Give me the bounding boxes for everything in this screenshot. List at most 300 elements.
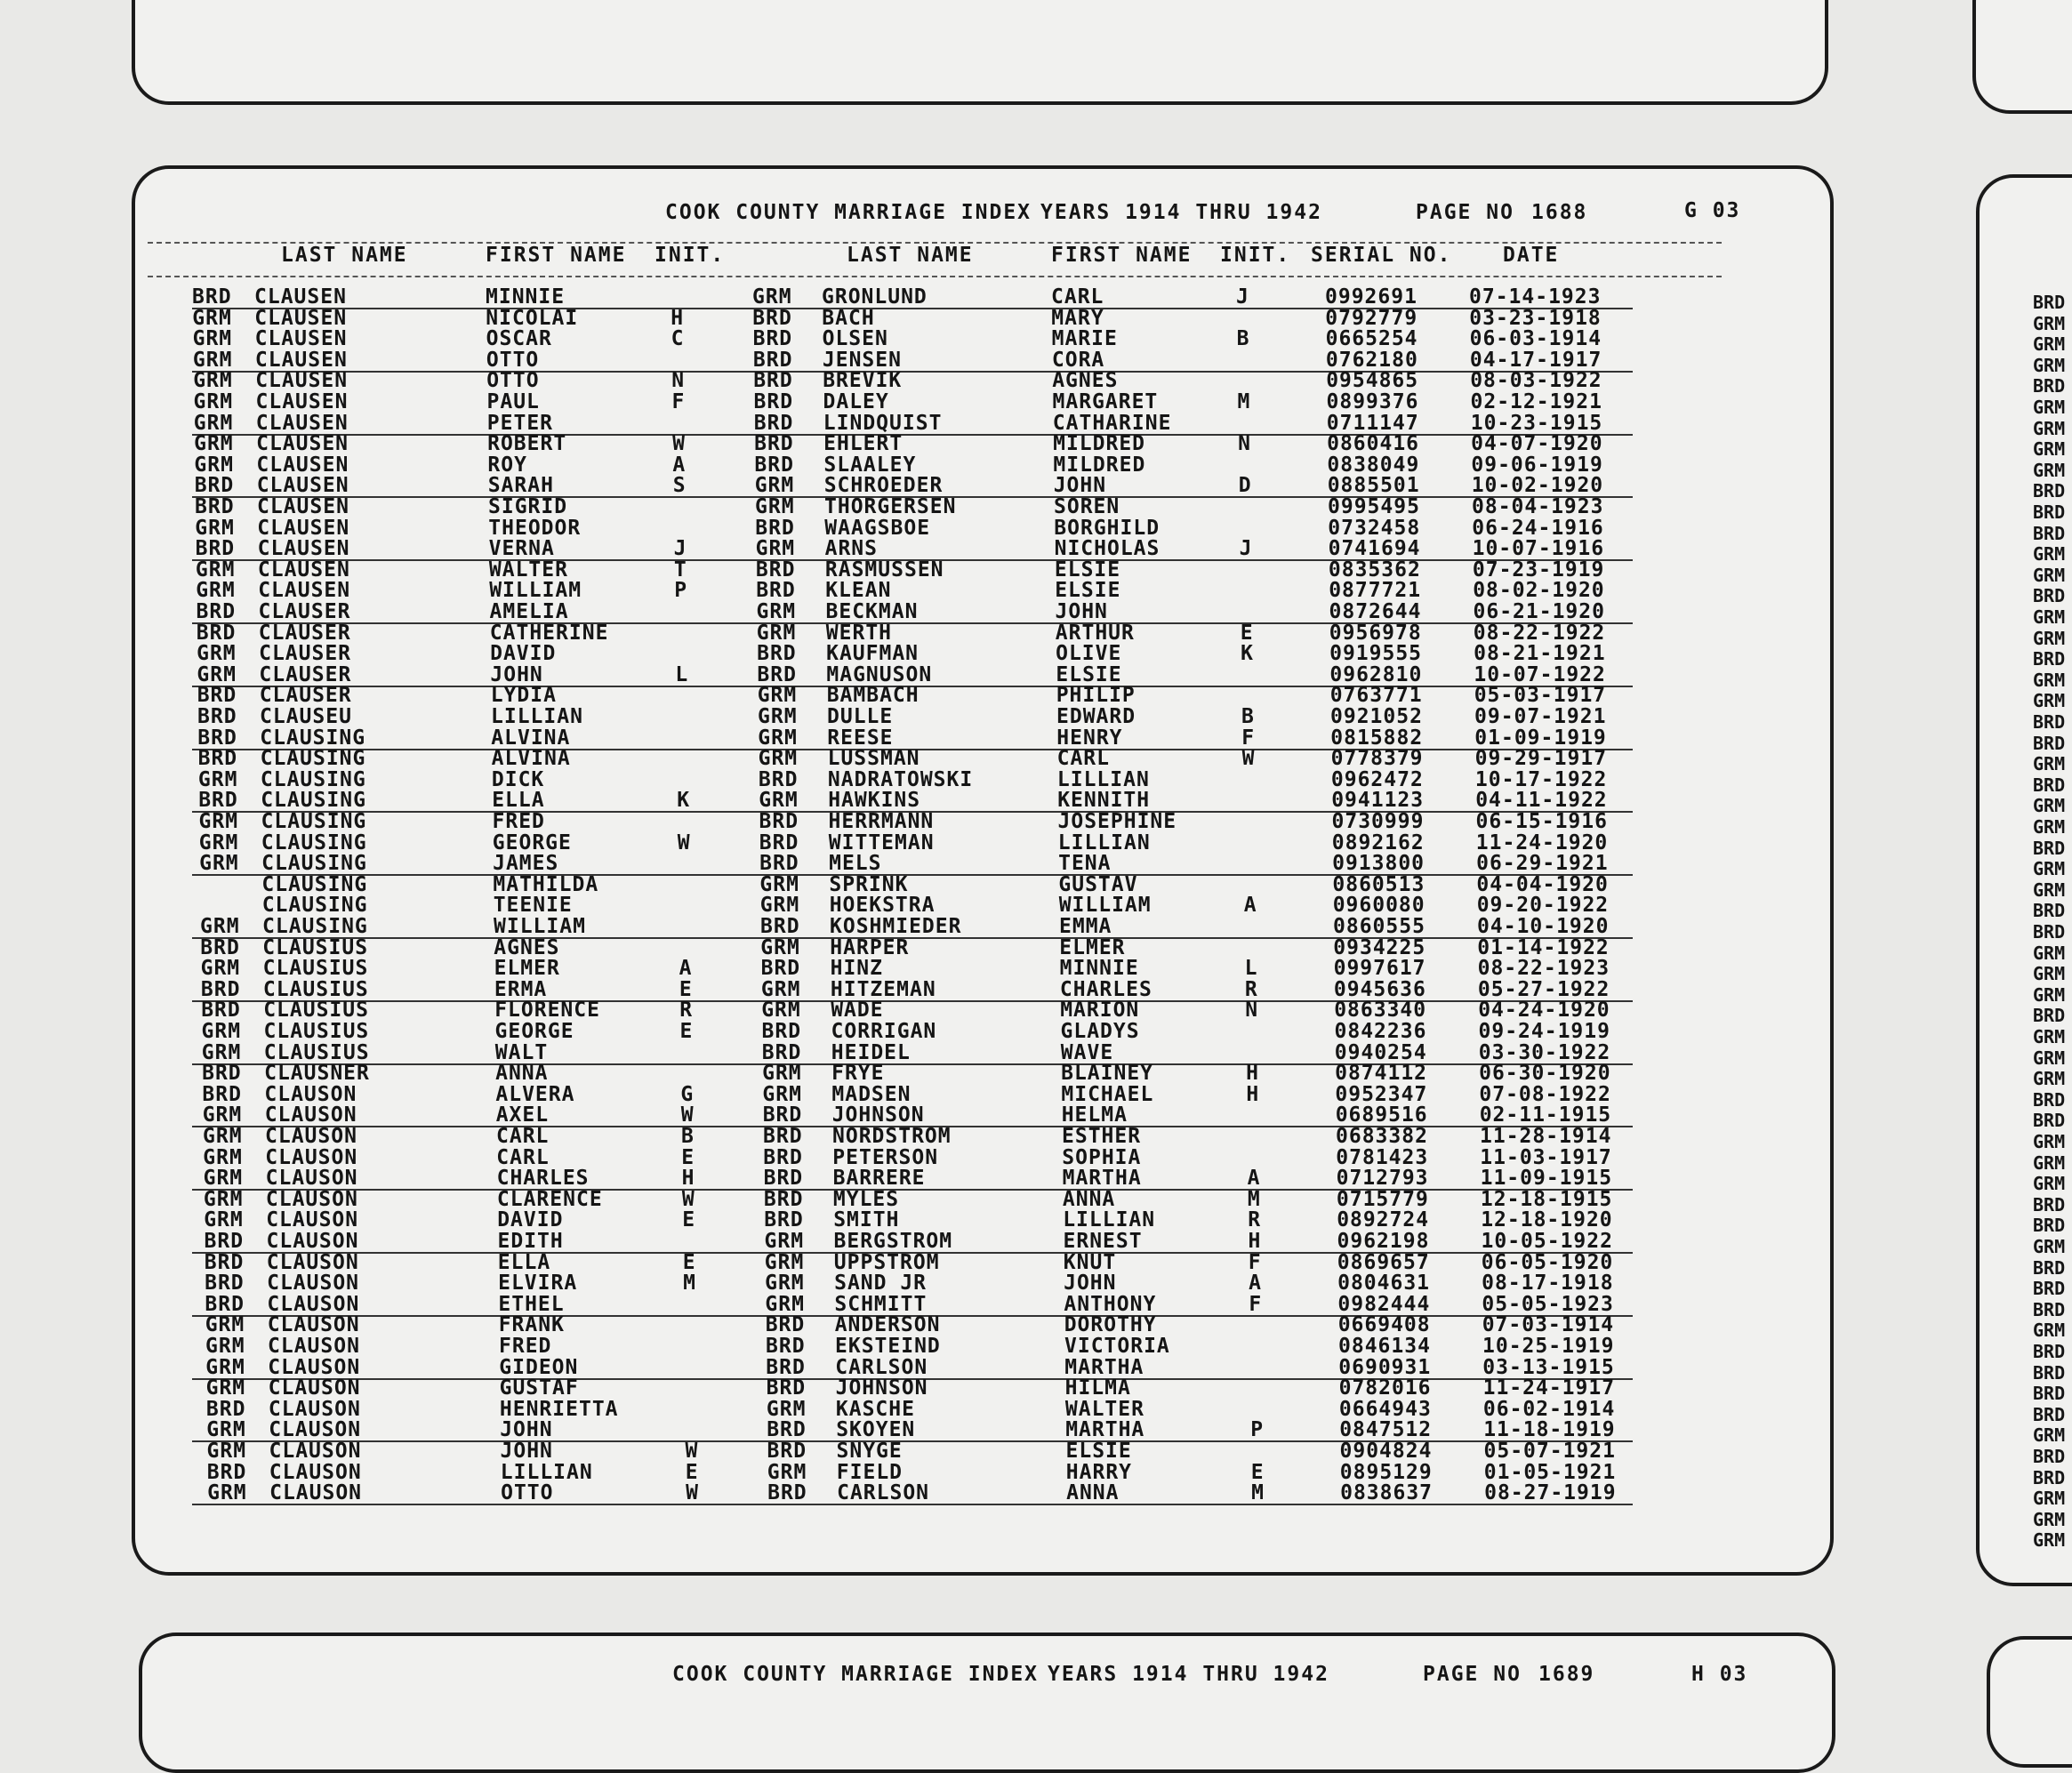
last-name: CLAUSEN <box>254 348 348 372</box>
spouse-role-code: BRD <box>753 390 794 413</box>
initial: A <box>672 453 687 477</box>
last-name: CLAUSON <box>268 1376 361 1400</box>
spouse-last-name: SNYGE <box>836 1440 903 1463</box>
spouse-last-name: KOSHMIEDER <box>830 915 962 938</box>
spouse-initial: L <box>1244 957 1258 981</box>
serial-no: 0921052 <box>1330 705 1423 728</box>
role-code: GRM <box>200 915 240 938</box>
date: 04-24-1920 <box>1478 999 1610 1023</box>
last-name: CLAUSIUS <box>262 935 369 959</box>
first-name: WALTER <box>488 558 568 582</box>
date: 05-05-1923 <box>1482 1292 1614 1316</box>
spouse-last-name: DULLE <box>827 705 894 728</box>
serial-no: 0874112 <box>1335 1062 1428 1086</box>
initial: E <box>679 1020 694 1043</box>
serial-no: 0711147 <box>1326 411 1419 435</box>
col-serial-no: SERIAL NO. <box>1311 244 1452 267</box>
adjacent-role-code: BRD <box>2033 774 2066 796</box>
serial-no: 0892724 <box>1337 1208 1430 1232</box>
date: 09-07-1921 <box>1474 705 1607 728</box>
date: 11-24-1920 <box>1475 830 1609 854</box>
serial-no: 0945636 <box>1333 977 1426 1001</box>
date: 09-20-1922 <box>1476 894 1610 918</box>
serial-no: 0863340 <box>1334 999 1427 1023</box>
last-name: CLAUSEN <box>256 474 349 498</box>
spouse-role-code: BRD <box>759 830 799 854</box>
adjacent-role-code: BRD <box>2033 501 2066 523</box>
table-row <box>135 1314 1830 1336</box>
serial-no: 0992691 <box>1325 285 1417 309</box>
spouse-first-name: ANNA <box>1066 1481 1120 1505</box>
date: 04-04-1920 <box>1476 872 1609 896</box>
spouse-role-code: GRM <box>759 872 799 896</box>
table-row <box>135 1231 1830 1252</box>
last-name: CLAUSEN <box>255 390 349 413</box>
first-name: ELMER <box>494 957 560 981</box>
adjacent-page-card-top <box>1972 0 2072 114</box>
role-code: BRD <box>200 935 240 959</box>
role-code: GRM <box>198 810 239 833</box>
spouse-role-code: GRM <box>761 999 801 1023</box>
date: 11-18-1919 <box>1483 1418 1616 1442</box>
spouse-last-name: HARPER <box>830 935 910 959</box>
spouse-first-name: BORGHILD <box>1054 516 1160 540</box>
serial-no: 0683382 <box>1336 1125 1428 1148</box>
spouse-last-name: BERGSTROM <box>833 1230 953 1253</box>
first-name: VERNA <box>488 537 555 561</box>
adjacent-role-code: GRM <box>2033 690 2066 712</box>
table-row <box>135 601 1830 622</box>
serial-no: 0846134 <box>1338 1335 1431 1358</box>
role-code: BRD <box>204 1230 245 1253</box>
role-code: BRD <box>202 1082 242 1106</box>
adjacent-role-code: GRM <box>2033 1529 2066 1552</box>
spouse-last-name: EKSTEIND <box>835 1335 941 1358</box>
table-row <box>135 832 1830 854</box>
date: 03-30-1922 <box>1478 1040 1611 1064</box>
spouse-first-name: ANTHONY <box>1064 1292 1157 1316</box>
date: 06-29-1921 <box>1476 852 1609 876</box>
last-name: CLAUSON <box>268 1335 360 1358</box>
initial: J <box>673 537 687 561</box>
serial-no: 0885501 <box>1327 474 1420 498</box>
spouse-first-name: ELSIE <box>1056 662 1122 686</box>
spouse-initial: B <box>1236 327 1250 351</box>
spouse-last-name: KLEAN <box>825 579 892 603</box>
spouse-first-name: OLIVE <box>1056 642 1122 666</box>
spouse-role-code: BRD <box>763 1145 803 1169</box>
next-page-years: YEARS 1914 THRU 1942 <box>1048 1663 1329 1686</box>
spouse-first-name: MARIE <box>1051 327 1118 351</box>
spouse-role-code: GRM <box>766 1397 807 1421</box>
spouse-first-name: MARTHA <box>1062 1167 1142 1191</box>
serial-no: 0962810 <box>1329 662 1423 686</box>
spouse-role-code: BRD <box>766 1376 807 1400</box>
spouse-role-code: BRD <box>759 810 799 833</box>
date: 09-29-1917 <box>1474 747 1608 771</box>
spouse-first-name: PHILIP <box>1056 684 1136 708</box>
date: 05-27-1922 <box>1477 977 1610 1001</box>
spouse-last-name: MYLES <box>832 1187 900 1211</box>
date: 12-18-1915 <box>1480 1187 1613 1211</box>
serial-no: 0815882 <box>1330 726 1424 750</box>
last-name: CLAUSON <box>266 1230 359 1253</box>
spouse-first-name: CARL <box>1056 747 1110 771</box>
table-row <box>135 958 1830 979</box>
spouse-first-name: BLAINEY <box>1061 1062 1154 1086</box>
spouse-first-name: CARL <box>1051 285 1104 309</box>
spouse-first-name: ARTHUR <box>1055 621 1135 645</box>
spouse-role-code: BRD <box>752 348 793 372</box>
role-code: BRD <box>205 1272 245 1296</box>
first-name: AMELIA <box>489 600 569 623</box>
serial-no: 0715779 <box>1336 1187 1429 1211</box>
adjacent-role-code: BRD <box>2033 1110 2066 1132</box>
spouse-role-code: GRM <box>752 285 792 309</box>
spouse-role-code: BRD <box>753 369 793 393</box>
serial-no: 0934225 <box>1333 935 1426 959</box>
last-name: CLAUSON <box>269 1418 362 1442</box>
spouse-initial: R <box>1244 977 1258 1001</box>
spouse-first-name: JOHN <box>1055 600 1108 623</box>
role-code: GRM <box>193 411 234 435</box>
adjacent-role-code: GRM <box>2033 753 2066 775</box>
spouse-last-name: MELS <box>829 852 882 876</box>
role-code: GRM <box>198 830 239 854</box>
last-name: CLAUSING <box>261 872 368 896</box>
table-row <box>135 308 1830 329</box>
table-row <box>135 811 1830 832</box>
table-row <box>135 1147 1830 1168</box>
spouse-last-name: HERRMANN <box>828 810 935 833</box>
table-row <box>135 1021 1830 1042</box>
header-rule-bottom <box>148 276 1722 277</box>
initial: G <box>680 1082 695 1106</box>
table-row <box>135 895 1830 916</box>
serial-no: 0895129 <box>1339 1460 1433 1484</box>
first-name: ETHEL <box>498 1292 565 1316</box>
table-row <box>135 727 1830 749</box>
spouse-first-name: GUSTAV <box>1058 872 1138 896</box>
spouse-last-name: FRYE <box>831 1062 885 1086</box>
last-name: CLAUSON <box>265 1125 357 1148</box>
role-code: BRD <box>202 1062 242 1086</box>
table-row <box>135 1126 1830 1147</box>
spouse-last-name: PETERSON <box>832 1145 939 1169</box>
index-page-card <box>132 165 1834 1576</box>
spouse-last-name: RASMUSSEN <box>824 558 944 582</box>
last-name: CLAUSEN <box>257 516 350 540</box>
table-row <box>135 664 1830 686</box>
serial-no: 0689516 <box>1335 1103 1428 1127</box>
adjacent-role-code: BRD <box>2033 921 2066 943</box>
table-row <box>135 1104 1830 1126</box>
role-code: GRM <box>205 1376 246 1400</box>
spouse-role-code: BRD <box>762 1103 803 1127</box>
date: 06-24-1916 <box>1472 516 1604 540</box>
table-row <box>135 643 1830 664</box>
table-row <box>135 853 1830 874</box>
adjacent-role-code: GRM <box>2033 1173 2066 1195</box>
role-code: BRD <box>195 495 235 518</box>
first-name: PETER <box>486 411 554 435</box>
serial-no: 0847512 <box>1339 1418 1433 1442</box>
role-code: GRM <box>199 852 239 876</box>
page-number: 1688 <box>1531 201 1588 224</box>
last-name: CLAUSING <box>260 767 366 791</box>
spouse-last-name: LINDQUIST <box>823 411 943 435</box>
date: 02-12-1921 <box>1470 390 1602 413</box>
spouse-last-name: SCHMITT <box>834 1292 928 1316</box>
adjacent-role-code: GRM <box>2033 1131 2066 1152</box>
role-code: GRM <box>200 957 241 981</box>
col-last-name: LAST NAME <box>281 244 408 267</box>
last-name: CLAUSON <box>264 1103 357 1127</box>
spouse-initial: N <box>1238 432 1251 456</box>
spouse-first-name: LILLIAN <box>1063 1208 1156 1232</box>
spouse-initial: M <box>1237 390 1251 413</box>
spouse-first-name: MICHAEL <box>1061 1082 1154 1106</box>
spouse-initial: N <box>1245 999 1259 1023</box>
adjacent-role-code: BRD <box>2033 1466 2066 1488</box>
spouse-first-name: MARY <box>1051 306 1104 330</box>
date: 06-21-1920 <box>1473 600 1605 623</box>
first-name: ERMA <box>494 977 548 1001</box>
first-name: FRED <box>499 1335 552 1358</box>
spouse-last-name: SKOYEN <box>836 1418 916 1442</box>
first-name: ALVERA <box>495 1082 575 1106</box>
role-code: BRD <box>194 474 235 498</box>
first-name: DAVID <box>490 642 557 666</box>
spouse-last-name: ARNS <box>824 537 878 561</box>
first-name: CHARLES <box>496 1167 590 1191</box>
spouse-last-name: HITZEMAN <box>830 977 936 1001</box>
spouse-initial: K <box>1241 642 1254 666</box>
adjacent-role-code: GRM <box>2033 669 2066 691</box>
spouse-first-name: MINNIE <box>1059 957 1139 981</box>
date: 04-17-1917 <box>1469 348 1602 372</box>
last-name: CLAUSEN <box>257 537 350 561</box>
spouse-role-code: GRM <box>760 977 801 1001</box>
serial-no: 0838049 <box>1327 453 1420 477</box>
date: 11-03-1917 <box>1480 1145 1612 1169</box>
initial: E <box>682 1250 696 1274</box>
adjacent-role-code: BRD <box>2033 732 2066 754</box>
spouse-role-code: BRD <box>766 1355 806 1379</box>
spouse-last-name: BECKMAN <box>825 600 919 623</box>
adjacent-role-code: BRD <box>2033 1088 2066 1111</box>
date: 03-23-1918 <box>1469 306 1602 330</box>
spouse-first-name: SOPHIA <box>1062 1145 1142 1169</box>
initial: R <box>679 999 694 1023</box>
table-row <box>135 370 1830 391</box>
spouse-last-name: WAAGSBOE <box>824 516 931 540</box>
spouse-first-name: JOSEPHINE <box>1057 810 1177 833</box>
role-code: BRD <box>198 789 238 813</box>
serial-no: 0741694 <box>1328 537 1421 561</box>
first-name: ALVINA <box>491 726 571 750</box>
initial: H <box>681 1167 695 1191</box>
first-name: PAUL <box>486 390 540 413</box>
spouse-role-code: GRM <box>754 474 795 498</box>
last-name: CLAUSING <box>261 852 367 876</box>
last-name: CLAUSIUS <box>263 1020 370 1043</box>
initial: N <box>671 369 686 393</box>
table-row <box>135 1084 1830 1105</box>
date: 08-02-1920 <box>1473 579 1605 603</box>
date: 04-11-1922 <box>1475 789 1608 813</box>
date: 08-17-1918 <box>1482 1272 1614 1296</box>
page-number-label: PAGE NO <box>1416 201 1514 224</box>
serial-no: 0804631 <box>1337 1272 1431 1296</box>
adjacent-role-code: BRD <box>2033 1005 2066 1027</box>
first-name: CARL <box>496 1145 550 1169</box>
previous-page-card <box>132 0 1828 105</box>
spouse-role-code: BRD <box>757 662 797 686</box>
spouse-last-name: EHLERT <box>823 432 903 456</box>
spouse-last-name: CORRIGAN <box>831 1020 937 1043</box>
initial: L <box>675 662 689 686</box>
table-row <box>135 328 1830 349</box>
role-code: BRD <box>205 1397 246 1421</box>
date: 06-02-1914 <box>1482 1397 1616 1421</box>
last-name: CLAUSON <box>265 1167 358 1191</box>
first-name: ELVIRA <box>498 1272 578 1296</box>
date: 11-28-1914 <box>1480 1125 1612 1148</box>
spouse-role-code: BRD <box>766 1335 806 1358</box>
next-page-card <box>139 1633 1835 1773</box>
table-row <box>135 286 1830 308</box>
date: 10-25-1919 <box>1482 1335 1615 1358</box>
adjacent-role-code: BRD <box>2033 480 2066 502</box>
spouse-role-code: BRD <box>754 453 794 477</box>
spouse-last-name: ANDERSON <box>834 1313 941 1337</box>
last-name: CLAUSON <box>266 1250 359 1274</box>
first-name: THEODOR <box>488 516 582 540</box>
role-code: GRM <box>207 1481 247 1505</box>
spouse-last-name: KAUFMAN <box>826 642 920 666</box>
adjacent-role-code: GRM <box>2033 858 2066 880</box>
date: 08-22-1922 <box>1473 621 1606 645</box>
date: 01-05-1921 <box>1483 1460 1617 1484</box>
table-row <box>135 1336 1830 1357</box>
last-name: CLAUSNER <box>264 1062 370 1086</box>
spouse-last-name: MADSEN <box>831 1082 912 1106</box>
table-row <box>135 517 1830 539</box>
role-code: BRD <box>196 600 237 623</box>
spouse-role-code: BRD <box>763 1167 804 1191</box>
spouse-first-name: HENRY <box>1056 726 1123 750</box>
date: 01-14-1922 <box>1477 935 1610 959</box>
spouse-role-code: GRM <box>758 747 799 771</box>
last-name: CLAUSEN <box>257 558 350 582</box>
first-name: FLORENCE <box>494 999 600 1023</box>
serial-no: 0919555 <box>1329 642 1423 666</box>
adjacent-role-code: GRM <box>2033 627 2066 649</box>
spouse-role-code: BRD <box>765 1313 806 1337</box>
adjacent-role-code: GRM <box>2033 1488 2066 1510</box>
table-row <box>135 706 1830 727</box>
table-row <box>135 916 1830 937</box>
last-name: CLAUSING <box>261 830 367 854</box>
adjacent-role-code: GRM <box>2033 1151 2066 1174</box>
spouse-first-name: TENA <box>1058 852 1112 876</box>
spouse-initial: H <box>1246 1062 1259 1086</box>
role-code: GRM <box>192 327 233 351</box>
role-code: GRM <box>206 1418 246 1442</box>
date: 04-10-1920 <box>1477 915 1610 938</box>
first-name: MATHILDA <box>493 872 599 896</box>
initial: B <box>681 1125 695 1148</box>
last-name: CLAUSEN <box>258 579 351 603</box>
last-name: CLAUSEN <box>254 285 347 309</box>
adjacent-role-code: GRM <box>2033 795 2066 817</box>
adjacent-role-code: GRM <box>2033 543 2066 566</box>
first-name: CARL <box>496 1125 550 1148</box>
adjacent-role-code: GRM <box>2033 963 2066 985</box>
spouse-role-code: GRM <box>759 789 799 813</box>
last-name: CLAUSING <box>261 789 366 813</box>
spouse-first-name: ESTHER <box>1062 1125 1142 1148</box>
serial-no: 0665254 <box>1325 327 1418 351</box>
serial-no: 0960080 <box>1332 894 1426 918</box>
table-row <box>135 1209 1830 1231</box>
spouse-last-name: GRONLUND <box>822 285 928 309</box>
first-name: AXEL <box>495 1103 550 1127</box>
first-name: FRANK <box>498 1313 565 1337</box>
role-code: GRM <box>192 306 232 330</box>
spouse-role-code: GRM <box>765 1272 805 1296</box>
spouse-first-name: WALTER <box>1064 1397 1144 1421</box>
first-name: ALVINA <box>491 747 571 771</box>
spouse-role-code: GRM <box>758 726 798 750</box>
serial-no: 0792779 <box>1325 306 1418 330</box>
table-row <box>135 874 1830 895</box>
initial: E <box>682 1208 696 1232</box>
spouse-role-code: BRD <box>767 1418 807 1442</box>
spouse-first-name: MILDRED <box>1053 453 1146 477</box>
col-date: DATE <box>1503 244 1560 267</box>
initial: W <box>681 1187 695 1211</box>
adjacent-role-code: BRD <box>2033 711 2066 733</box>
first-name: ANNA <box>495 1062 549 1086</box>
table-row <box>135 475 1830 496</box>
last-name: CLAUSEN <box>254 306 348 330</box>
spouse-role-code: GRM <box>765 1292 805 1316</box>
first-name: FRED <box>492 810 545 833</box>
spouse-last-name: SPRINK <box>829 872 909 896</box>
initial: H <box>671 306 685 330</box>
spouse-role-code: GRM <box>755 495 795 518</box>
last-name: CLAUSON <box>269 1460 362 1484</box>
adjacent-role-code: BRD <box>2033 292 2066 313</box>
date: 10-07-1922 <box>1474 662 1606 686</box>
next-page-code: H 03 <box>1691 1663 1748 1686</box>
spouse-last-name: HOEKSTRA <box>829 894 936 918</box>
spouse-first-name: WILLIAM <box>1058 894 1152 918</box>
spouse-initial: F <box>1248 1250 1262 1274</box>
serial-no: 0940254 <box>1334 1040 1427 1064</box>
table-row <box>135 622 1830 644</box>
last-name: CLAUSING <box>260 747 366 771</box>
date: 08-21-1921 <box>1474 642 1606 666</box>
serial-no: 0712793 <box>1336 1167 1429 1191</box>
role-code: GRM <box>205 1335 245 1358</box>
serial-no: 0730999 <box>1331 810 1425 833</box>
adjacent-role-code: BRD <box>2033 1361 2066 1384</box>
last-name: CLAUSING <box>261 810 367 833</box>
serial-no: 0962198 <box>1337 1230 1430 1253</box>
